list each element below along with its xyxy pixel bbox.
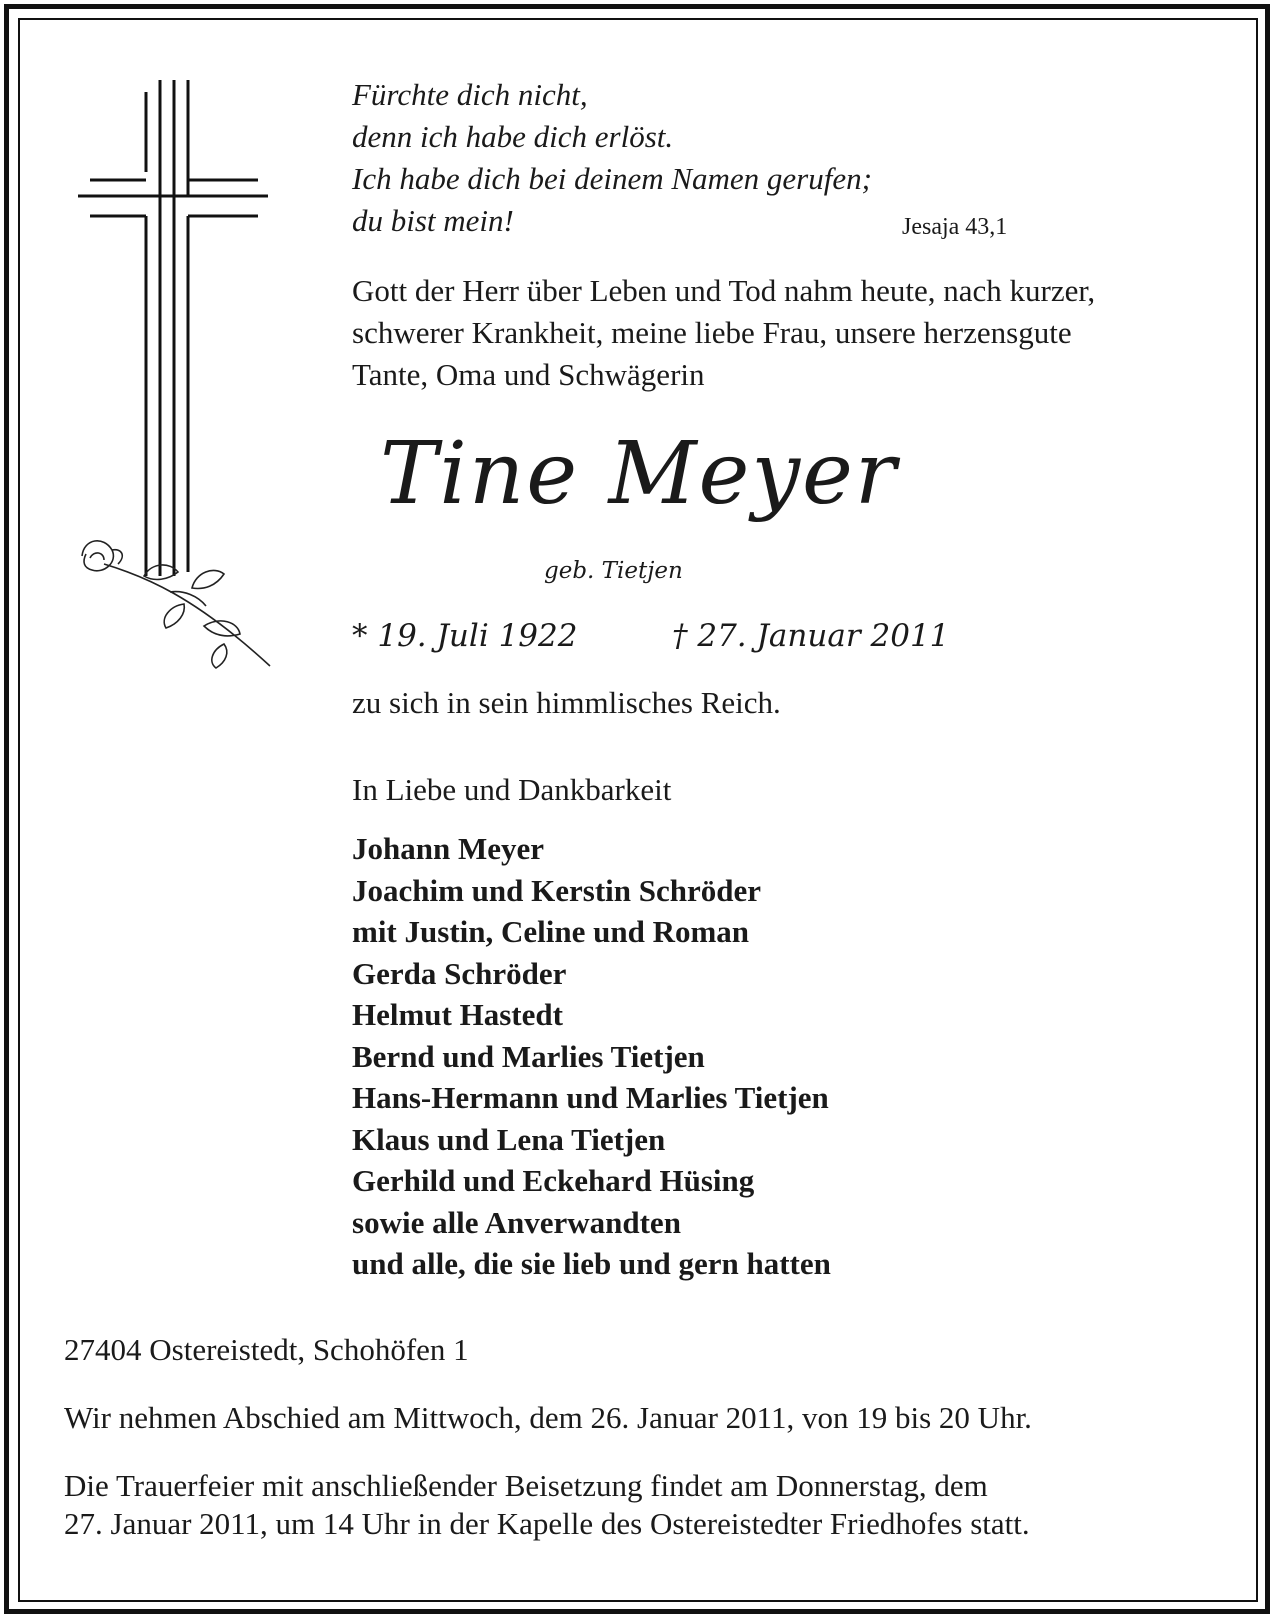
farewell-notice: Wir nehmen Abschied am Mittwoch, dem 26. Januar 2011, von 19 bis 20 Uhr.	[64, 1400, 1032, 1435]
mourner-line: sowie alle Anverwandten	[352, 1204, 681, 1240]
verse-line: denn ich habe dich erlöst.	[352, 119, 674, 154]
verse-line: Fürchte dich nicht,	[352, 77, 588, 112]
verse-line: Ich habe dich bei deinem Namen gerufen;	[352, 161, 872, 196]
funeral-line: 27. Januar 2011, um 14 Uhr in der Kapelle des Ostereistedter Friedhofes statt.	[64, 1506, 1030, 1541]
mourner-line: mit Justin, Celine und Roman	[352, 914, 750, 949]
life-dates	[352, 618, 972, 654]
bible-verse	[352, 74, 872, 242]
closing-text: zu sich in sein himmlisches Reich.	[352, 685, 781, 720]
verse-reference: Jesaja 43,1	[902, 214, 1008, 240]
mourner-line: Bernd und Marlies Tietjen	[352, 1038, 705, 1074]
verse-line: du bist mein!	[352, 203, 514, 238]
intro-line: schwerer Krankheit, meine liebe Frau, unsere herzensgute	[352, 315, 1072, 350]
mourner-line: Gerhild und Eckehard Hüsing	[352, 1163, 755, 1198]
intro-line: Gott der Herr über Leben und Tod nahm heute, nach kurzer,	[352, 273, 1096, 308]
mourner-line: Klaus und Lena Tietjen	[352, 1121, 666, 1157]
death-date: † 27. Januar 2011	[672, 618, 950, 654]
funeral-line: Die Trauerfeier mit anschließender Beisetzung findet am Donnerstag, dem	[64, 1468, 988, 1503]
mourner-line: und alle, die sie lieb und gern hatten	[352, 1246, 831, 1281]
mourner-line: Hans-Hermann und Marlies Tietjen	[352, 1080, 829, 1115]
intro-text	[352, 270, 1095, 396]
funeral-notice	[64, 1466, 1030, 1542]
birth-name: geb. Tietjen	[544, 558, 683, 584]
mourners-list	[352, 828, 831, 1285]
mourner-line: Johann Meyer	[352, 831, 545, 866]
dedication-text: In Liebe und Dankbarkeit	[352, 772, 672, 807]
deceased-name: Tine Meyer	[380, 424, 899, 524]
mourner-line: Joachim und Kerstin Schröder	[352, 872, 762, 908]
cross-icon	[74, 76, 274, 676]
birth-date: * 19. Juli 1922	[352, 618, 578, 654]
address: 27404 Ostereistedt, Schohöfen 1	[64, 1332, 469, 1367]
rose-icon	[82, 541, 270, 668]
mourner-line: Gerda Schröder	[352, 955, 567, 991]
mourner-line: Helmut Hastedt	[352, 997, 563, 1032]
intro-line: Tante, Oma und Schwägerin	[352, 357, 705, 392]
